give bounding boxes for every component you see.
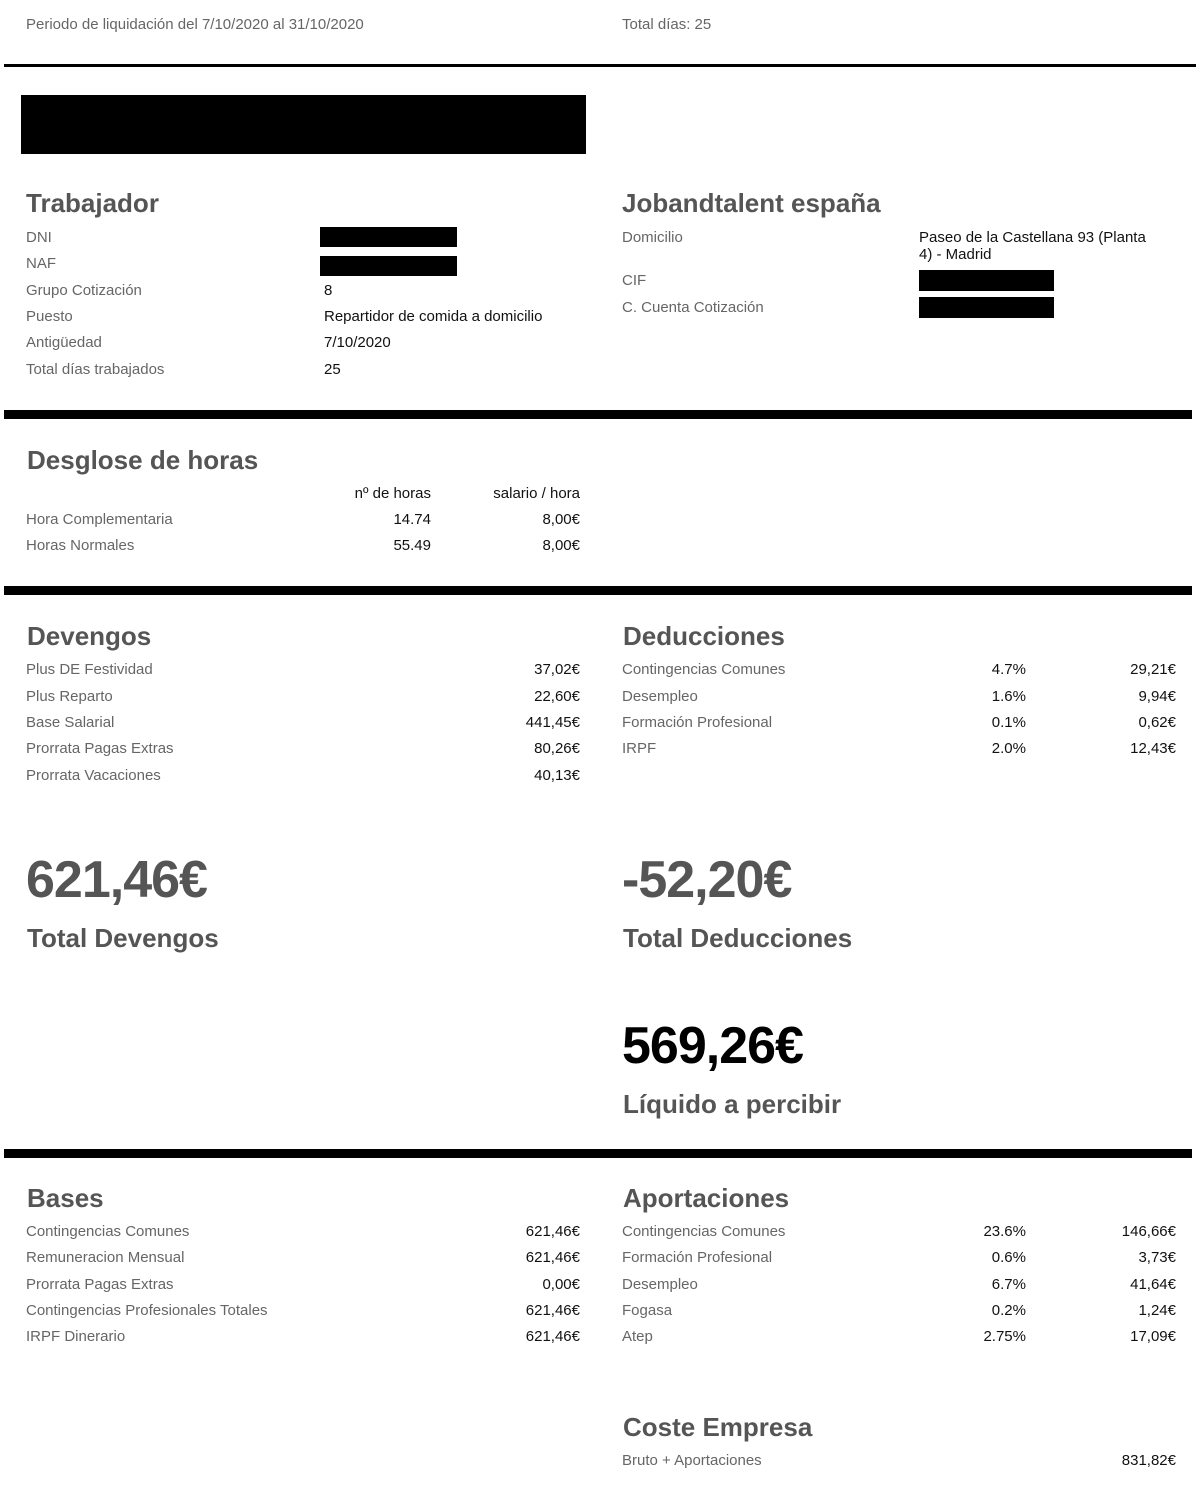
aportaciones-row-label: Contingencias Comunes bbox=[622, 1223, 786, 1240]
liquido-label: Líquido a percibir bbox=[623, 1089, 842, 1119]
company-label-ccc: C. Cuenta Cotización bbox=[622, 299, 764, 316]
devengos-title: Devengos bbox=[27, 621, 152, 651]
divider bbox=[4, 586, 1192, 595]
aportaciones-row-pct: 0.2% bbox=[991, 1302, 1026, 1319]
bases-row-amount: 621,46€ bbox=[525, 1249, 580, 1266]
hours-row-rate: 8,00€ bbox=[542, 537, 580, 554]
hours-row-hours: 55.49 bbox=[393, 537, 431, 554]
devengos-row-amount: 80,26€ bbox=[534, 740, 580, 757]
worker-label-grupo: Grupo Cotización bbox=[26, 282, 142, 299]
deducciones-row-pct: 4.7% bbox=[991, 661, 1026, 678]
deducciones-row-pct: 1.6% bbox=[991, 688, 1026, 705]
devengos-row-amount: 37,02€ bbox=[534, 661, 580, 678]
worker-value-antiguedad: 7/10/2020 bbox=[324, 334, 391, 351]
worker-value-dias: 25 bbox=[324, 361, 341, 378]
deducciones-row-amount: 29,21€ bbox=[1130, 661, 1176, 678]
worker-label-puesto: Puesto bbox=[26, 308, 73, 325]
devengos-row-label: Plus DE Festividad bbox=[26, 661, 153, 678]
hours-title: Desglose de horas bbox=[27, 445, 259, 475]
bases-row-amount: 0,00€ bbox=[542, 1276, 580, 1293]
worker-value-puesto: Repartidor de comida a domicilio bbox=[324, 308, 543, 325]
liquidation-period: Periodo de liquidación del 7/10/2020 al 31/10/2020 bbox=[26, 16, 364, 33]
deducciones-row-label: Formación Profesional bbox=[622, 714, 773, 731]
bases-row-label: Remuneracion Mensual bbox=[26, 1249, 185, 1266]
hours-col-hours: nº de horas bbox=[354, 485, 431, 502]
hours-col-rate: salario / hora bbox=[493, 485, 580, 502]
company-label-cif: CIF bbox=[622, 272, 647, 289]
devengos-row-label: Plus Reparto bbox=[26, 688, 113, 705]
bases-row-amount: 621,46€ bbox=[525, 1328, 580, 1345]
company-title: Jobandtalent españa bbox=[622, 188, 881, 218]
devengos-row-label: Base Salarial bbox=[26, 714, 115, 731]
worker-label-dni: DNI bbox=[26, 229, 52, 246]
bases-row-amount: 621,46€ bbox=[525, 1302, 580, 1319]
redacted-block bbox=[21, 95, 586, 154]
deducciones-row-label: IRPF bbox=[622, 740, 657, 757]
company-domicilio-line1: Paseo de la Castellana 93 (Planta bbox=[919, 229, 1146, 246]
deducciones-row-amount: 9,94€ bbox=[1138, 688, 1176, 705]
worker-label-naf: NAF bbox=[26, 255, 56, 272]
total-devengos-amount: 621,46€ bbox=[26, 851, 207, 909]
aportaciones-row-pct: 6.7% bbox=[991, 1276, 1026, 1293]
hours-row-hours: 14.74 bbox=[393, 511, 431, 528]
aportaciones-title: Aportaciones bbox=[623, 1183, 790, 1213]
aportaciones-row-amount: 1,24€ bbox=[1138, 1302, 1176, 1319]
total-deducciones-label: Total Deducciones bbox=[623, 923, 853, 953]
devengos-row-label: Prorrata Pagas Extras bbox=[26, 740, 174, 757]
redacted-dni bbox=[320, 227, 457, 247]
devengos-row-amount: 441,45€ bbox=[525, 714, 580, 731]
deducciones-row-amount: 12,43€ bbox=[1130, 740, 1176, 757]
deducciones-row-pct: 2.0% bbox=[991, 740, 1026, 757]
bases-row-label: Contingencias Comunes bbox=[26, 1223, 190, 1240]
aportaciones-row-amount: 146,66€ bbox=[1121, 1223, 1176, 1240]
total-days: Total días: 25 bbox=[622, 16, 712, 33]
deducciones-row-label: Desempleo bbox=[622, 688, 698, 705]
aportaciones-row-label: Atep bbox=[622, 1328, 653, 1345]
deducciones-row-pct: 0.1% bbox=[991, 714, 1026, 731]
redacted-naf bbox=[320, 256, 457, 276]
aportaciones-row-pct: 2.75% bbox=[983, 1328, 1026, 1345]
aportaciones-row-label: Desempleo bbox=[622, 1276, 698, 1293]
devengos-row-label: Prorrata Vacaciones bbox=[26, 767, 161, 784]
bases-row-amount: 621,46€ bbox=[525, 1223, 580, 1240]
bases-row-label: Contingencias Profesionales Totales bbox=[26, 1302, 268, 1319]
devengos-row-amount: 22,60€ bbox=[534, 688, 580, 705]
coste-amount: 831,82€ bbox=[1121, 1452, 1176, 1469]
bases-row-label: IRPF Dinerario bbox=[26, 1328, 126, 1345]
divider bbox=[4, 64, 1196, 67]
bases-row-label: Prorrata Pagas Extras bbox=[26, 1276, 174, 1293]
aportaciones-row-pct: 23.6% bbox=[983, 1223, 1026, 1240]
company-domicilio-line2: 4) - Madrid bbox=[919, 246, 992, 263]
deducciones-title: Deducciones bbox=[623, 621, 785, 651]
hours-row-label: Hora Complementaria bbox=[26, 511, 173, 528]
redacted-cif bbox=[919, 270, 1054, 291]
aportaciones-row-pct: 0.6% bbox=[991, 1249, 1026, 1266]
worker-label-dias: Total días trabajados bbox=[26, 361, 165, 378]
aportaciones-row-amount: 17,09€ bbox=[1130, 1328, 1176, 1345]
worker-title: Trabajador bbox=[26, 188, 159, 218]
coste-title: Coste Empresa bbox=[623, 1412, 813, 1442]
devengos-row-amount: 40,13€ bbox=[534, 767, 580, 784]
hours-row-rate: 8,00€ bbox=[542, 511, 580, 528]
coste-label: Bruto + Aportaciones bbox=[622, 1452, 762, 1469]
aportaciones-row-amount: 41,64€ bbox=[1130, 1276, 1176, 1293]
divider bbox=[4, 410, 1192, 419]
deducciones-row-amount: 0,62€ bbox=[1138, 714, 1176, 731]
aportaciones-row-label: Fogasa bbox=[622, 1302, 673, 1319]
hours-row-label: Horas Normales bbox=[26, 537, 135, 554]
aportaciones-row-label: Formación Profesional bbox=[622, 1249, 773, 1266]
company-label-domicilio: Domicilio bbox=[622, 229, 683, 246]
total-devengos-label: Total Devengos bbox=[27, 923, 219, 953]
deducciones-row-label: Contingencias Comunes bbox=[622, 661, 786, 678]
divider bbox=[4, 1149, 1192, 1158]
worker-value-grupo: 8 bbox=[324, 282, 333, 299]
total-deducciones-amount: -52,20€ bbox=[622, 851, 792, 909]
bases-title: Bases bbox=[27, 1183, 104, 1213]
redacted-ccc bbox=[919, 297, 1054, 318]
liquido-amount: 569,26€ bbox=[622, 1017, 803, 1075]
worker-label-antiguedad: Antigüedad bbox=[26, 334, 102, 351]
aportaciones-row-amount: 3,73€ bbox=[1138, 1249, 1176, 1266]
